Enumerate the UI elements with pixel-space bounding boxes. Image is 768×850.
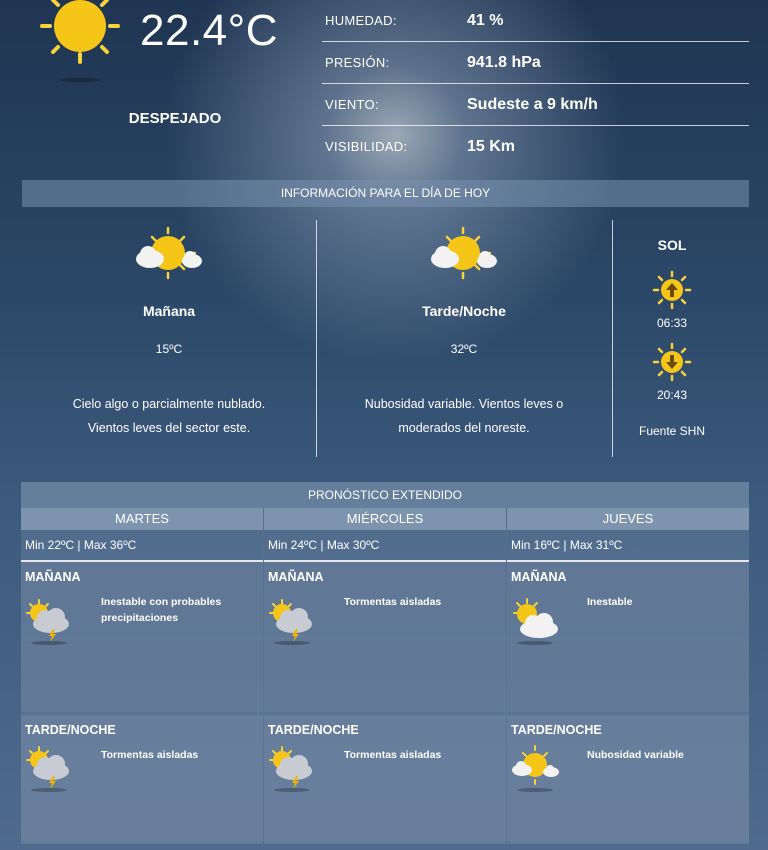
extended-header: PRONÓSTICO EXTENDIDO — [21, 482, 749, 508]
period-title: Mañana — [142, 303, 196, 319]
day-minmax: Min 24ºC | Max 30ºC — [264, 530, 506, 562]
evening-slot — [21, 715, 263, 844]
stat-label: VISIBILIDAD: — [325, 139, 408, 154]
day-minmax: Min 16ºC | Max 31ºC — [507, 530, 749, 562]
current-weather-icon — [36, 0, 126, 72]
period-title: Tarde/Noche — [422, 303, 506, 319]
morning-slot — [21, 562, 263, 712]
slot-desc: Inestable con probables precipitaciones — [101, 596, 222, 624]
morning-slot — [507, 562, 749, 712]
day-name: MIÉRCOLES — [264, 508, 506, 530]
current-condition: DESPEJADO — [128, 110, 222, 127]
slot-title: TARDE/NOCHE — [511, 723, 602, 737]
stat-label: VIENTO: — [325, 97, 379, 112]
sunrise-time: 06:33 — [656, 316, 688, 330]
sun-shadow — [60, 78, 100, 82]
stat-label: PRESIÓN: — [325, 55, 390, 70]
evening-slot — [264, 715, 506, 844]
sun-title: SOL — [657, 237, 687, 253]
day-column — [507, 508, 749, 844]
period-desc-line: moderados del noreste. — [398, 421, 530, 435]
divider — [612, 220, 613, 457]
current-temperature: 22.4°C — [140, 6, 279, 55]
partly-cloudy-icon — [425, 226, 501, 286]
stat-wind — [322, 84, 749, 126]
day-name: JUEVES — [507, 508, 749, 530]
sun-source: Fuente SHN — [638, 424, 706, 438]
extended-forecast — [21, 482, 749, 841]
evening-slot — [507, 715, 749, 844]
sun-icon — [36, 0, 126, 72]
slot-title: MAÑANA — [511, 570, 567, 584]
stat-value: Sudeste a 9 km/h — [467, 95, 598, 113]
sun-storm-cloud-icon — [266, 743, 318, 793]
sun-cloud-icon — [509, 596, 561, 646]
stat-visibility — [322, 126, 749, 167]
sun-storm-cloud-icon — [266, 596, 318, 646]
partly-cloudy-icon — [130, 226, 206, 286]
period-temp: 32ºC — [450, 342, 478, 356]
stat-humidity — [322, 0, 749, 42]
sunrise-icon — [652, 270, 692, 310]
days-row — [21, 508, 749, 844]
period-temp: 15ºC — [155, 342, 183, 356]
today-header: INFORMACIÓN PARA EL DÍA DE HOY — [22, 180, 749, 207]
partly-cloudy-icon — [509, 743, 561, 793]
slot-title: TARDE/NOCHE — [25, 723, 116, 737]
sunset-time: 20:43 — [656, 388, 688, 402]
current-stats — [322, 0, 749, 167]
stat-label: HUMEDAD: — [325, 13, 397, 28]
morning-slot — [264, 562, 506, 712]
stat-value: 41 % — [467, 11, 504, 29]
stat-value: 941.8 hPa — [467, 53, 541, 71]
day-minmax: Min 22ºC | Max 36ºC — [21, 530, 263, 562]
sun-storm-cloud-icon — [23, 743, 75, 793]
day-column — [21, 508, 263, 844]
day-column — [264, 508, 506, 844]
stat-value: 15 Km — [467, 137, 516, 155]
slot-desc: Tormentas aisladas — [344, 749, 442, 761]
day-name: MARTES — [21, 508, 263, 530]
slot-title: MAÑANA — [268, 570, 324, 584]
slot-desc: Tormentas aisladas — [101, 749, 199, 761]
period-desc — [22, 392, 316, 440]
sunset-icon — [652, 342, 692, 382]
period-desc-line: Cielo algo o parcialmente nublado. — [72, 397, 266, 411]
sun-storm-cloud-icon — [23, 596, 75, 646]
stat-pressure — [322, 42, 749, 84]
slot-desc: Nubosidad variable — [587, 749, 684, 761]
slot-desc: Tormentas aisladas — [344, 596, 442, 608]
slot-title: TARDE/NOCHE — [268, 723, 359, 737]
slot-title: MAÑANA — [25, 570, 81, 584]
period-desc-line: Vientos leves del sector este. — [87, 421, 251, 435]
period-desc — [317, 392, 611, 440]
slot-desc: Inestable — [587, 596, 633, 608]
period-desc-line: Nubosidad variable. Vientos leves o — [364, 397, 564, 411]
